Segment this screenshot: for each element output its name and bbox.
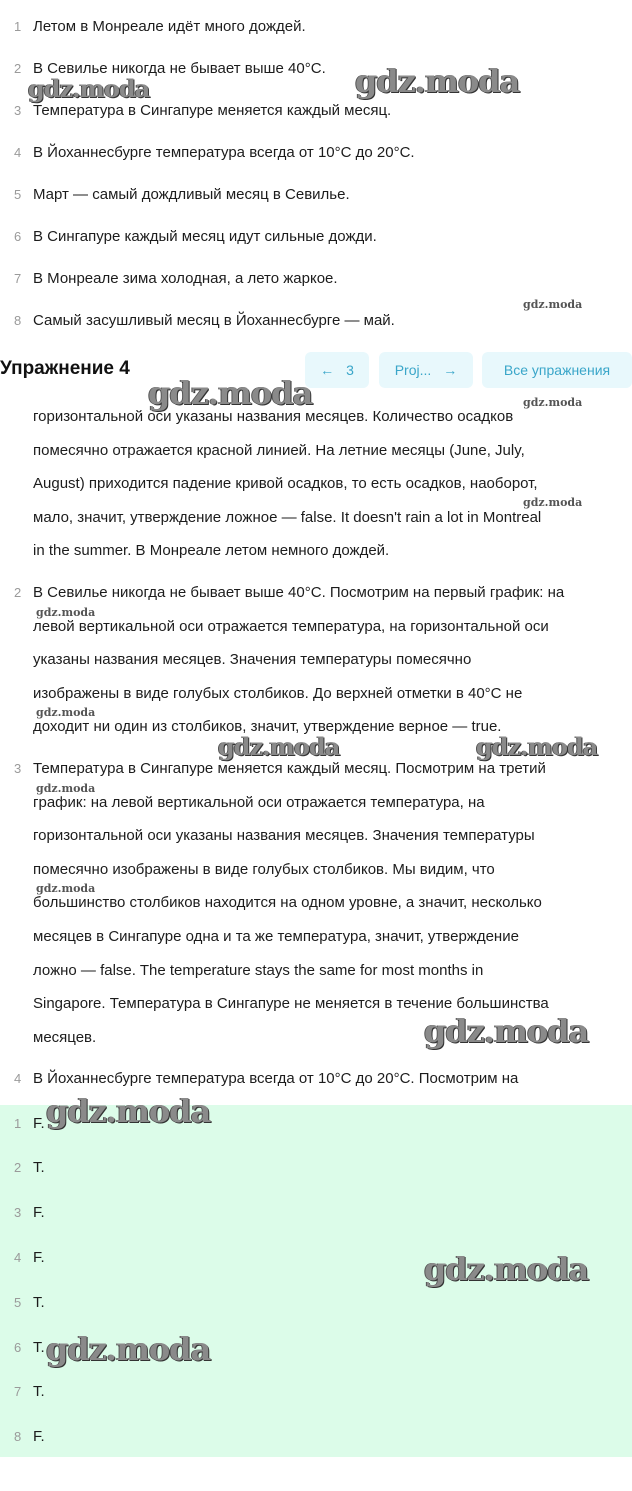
statement-item (0, 16, 306, 36)
watermark-logo: gdz.moda (46, 1092, 211, 1130)
solution-line: горизонтальной оси указаны названия месяцев. Значения температуры (33, 827, 535, 845)
item-number: 5 (14, 186, 22, 202)
arrow-left-icon: ← (320, 362, 335, 378)
watermark-logo: gdz.moda (476, 732, 598, 761)
item-number: 1 (14, 18, 22, 34)
solution-line: горизонтальной оси указаны названия месяцев. Количество осадков (33, 408, 514, 425)
statement-item (0, 310, 395, 330)
watermark-logo: gdz.moda (36, 782, 96, 795)
item-number: 8 (14, 312, 22, 328)
answer-item (0, 1203, 45, 1223)
watermark-logo: gdz.moda (28, 74, 150, 103)
page-title: Упражнение 4 (0, 358, 130, 379)
item-number: 2 (14, 60, 22, 76)
watermark-logo: gdz.moda (355, 62, 520, 100)
exercise-header (0, 352, 632, 386)
answer-text: F. (33, 1428, 45, 1446)
item-number: 6 (14, 1339, 22, 1355)
solution-line: in the summer. В Монреале летом немного дождей. (33, 542, 390, 560)
item-number: 3 (14, 1205, 22, 1221)
solution-line: помесячно изображены в виде голубых столбиков. Мы видим, что (33, 860, 495, 878)
solution-line: Температура в Сингапуре меняется каждый месяц. Посмотрим на третий (33, 760, 546, 777)
solution-line: мало, значит, утверждение ложное — false. It doesn't rain a lot in Montreal (33, 508, 542, 526)
item-number: 4 (14, 1071, 22, 1087)
watermark-logo: gdz.moda (46, 1330, 211, 1368)
answer-text: T. (33, 1159, 45, 1177)
solution-line: указаны названия месяцев. Значения температуры помесячно (33, 651, 472, 669)
item-number: 4 (14, 1249, 22, 1265)
watermark-logo: gdz.moda (523, 496, 583, 509)
statement-text: В Севилье никогда не бывает выше 40°С. (33, 59, 326, 77)
item-number: 3 (14, 102, 22, 118)
item-number: 7 (14, 1384, 22, 1400)
item-number: 4 (14, 144, 22, 160)
solution-line: В Севилье никогда не бывает выше 40°С. Посмотрим на первый график: на (33, 584, 565, 601)
answer-item (0, 1247, 45, 1267)
statement-item (0, 100, 391, 120)
answer-item (0, 1427, 45, 1447)
solution-line: В Йоханнесбурге температура всегда от 10°С до 20°С. Посмотрим на (33, 1070, 519, 1088)
answer-item (0, 1158, 45, 1178)
watermark-logo: gdz.moda (523, 396, 583, 409)
answer-text: F. (33, 1204, 45, 1222)
solution-line: доходит ни один из столбиков, значит, утверждение верное — true. (33, 718, 502, 736)
prev-exercise-button[interactable]: ← 3 (305, 352, 369, 388)
answer-text: T. (33, 1383, 45, 1401)
next-exercise-button[interactable]: Proj... → (379, 352, 473, 388)
answer-item (0, 1382, 45, 1402)
solution-line: помесячно отражается красной линией. На летние месяцы (June, July, (33, 441, 525, 459)
solution-line: график: на левой вертикальной оси отражается температура, на (33, 793, 485, 811)
statement-text: В Монреале зима холодная, а лето жаркое. (33, 269, 338, 287)
statement-item (0, 226, 377, 246)
solution-line: ложно — false. The temperature stays the same for most months in (33, 961, 484, 979)
answer-text: T. (33, 1293, 45, 1311)
statement-text: Март — самый дождливый месяц в Севилье. (33, 185, 350, 203)
item-number: 8 (14, 1429, 22, 1445)
answer-item (0, 1113, 45, 1133)
solution-line: большинство столбиков находится на одном уровне, а значит, несколько (33, 894, 542, 912)
answer-item (0, 1292, 45, 1312)
watermark-logo: gdz.moda (523, 298, 583, 311)
solution-line: левой вертикальной оси отражается температура, на горизонтальной оси (33, 617, 549, 635)
watermark-logo: gdz.moda (218, 732, 340, 761)
watermark-logo: gdz.moda (36, 882, 96, 895)
statement-text: Самый засушливый месяц в Йоханнесбурге — май. (33, 311, 395, 329)
statement-text: В Йоханнесбурге температура всегда от 10°С до 20°С. (33, 143, 415, 161)
statement-item (0, 268, 338, 288)
solution-line: месяцев. (33, 1028, 97, 1046)
item-number: 3 (14, 761, 22, 776)
watermark-logo: gdz.moda (148, 374, 313, 412)
answers-panel (0, 1105, 632, 1457)
item-number: 2 (14, 585, 22, 600)
statement-text: В Сингапуре каждый месяц идут сильные дожди. (33, 227, 377, 245)
statement-item (0, 142, 415, 162)
answer-text: F. (33, 1248, 45, 1266)
statement-text: Температура в Сингапуре меняется каждый месяц. (33, 101, 392, 119)
arrow-right-icon: → (443, 362, 458, 378)
statement-item (0, 58, 326, 78)
answer-item (0, 1337, 45, 1357)
item-number: 1 (14, 1115, 22, 1131)
solution-line: изображены в виде голубых столбиков. До верхней отметки в 40°С не (33, 684, 523, 702)
solution-line: Singapore. Температура в Сингапуре не меняется в течение большинства (33, 995, 549, 1013)
watermark-logo: gdz.moda (36, 706, 96, 719)
watermark-logo: gdz.moda (424, 1250, 589, 1288)
answer-text: T. (33, 1338, 45, 1356)
item-number: 7 (14, 270, 22, 286)
statement-text: Летом в Монреале идёт много дождей. (33, 17, 306, 35)
item-number: 5 (14, 1294, 22, 1310)
item-number: 2 (14, 1160, 22, 1176)
watermark-logo: gdz.moda (424, 1012, 589, 1050)
watermark-logo: gdz.moda (36, 606, 96, 619)
all-exercises-button[interactable]: Все упражнения (482, 352, 632, 388)
answer-text: F. (33, 1114, 45, 1132)
item-number: 6 (14, 228, 22, 244)
solution-line: месяцев в Сингапуре одна и та же температура, значит, утверждение (33, 928, 519, 945)
solution-line: August) приходится падение кривой осадков, то есть осадков, наоборот, (33, 475, 538, 493)
statement-item (0, 184, 350, 204)
